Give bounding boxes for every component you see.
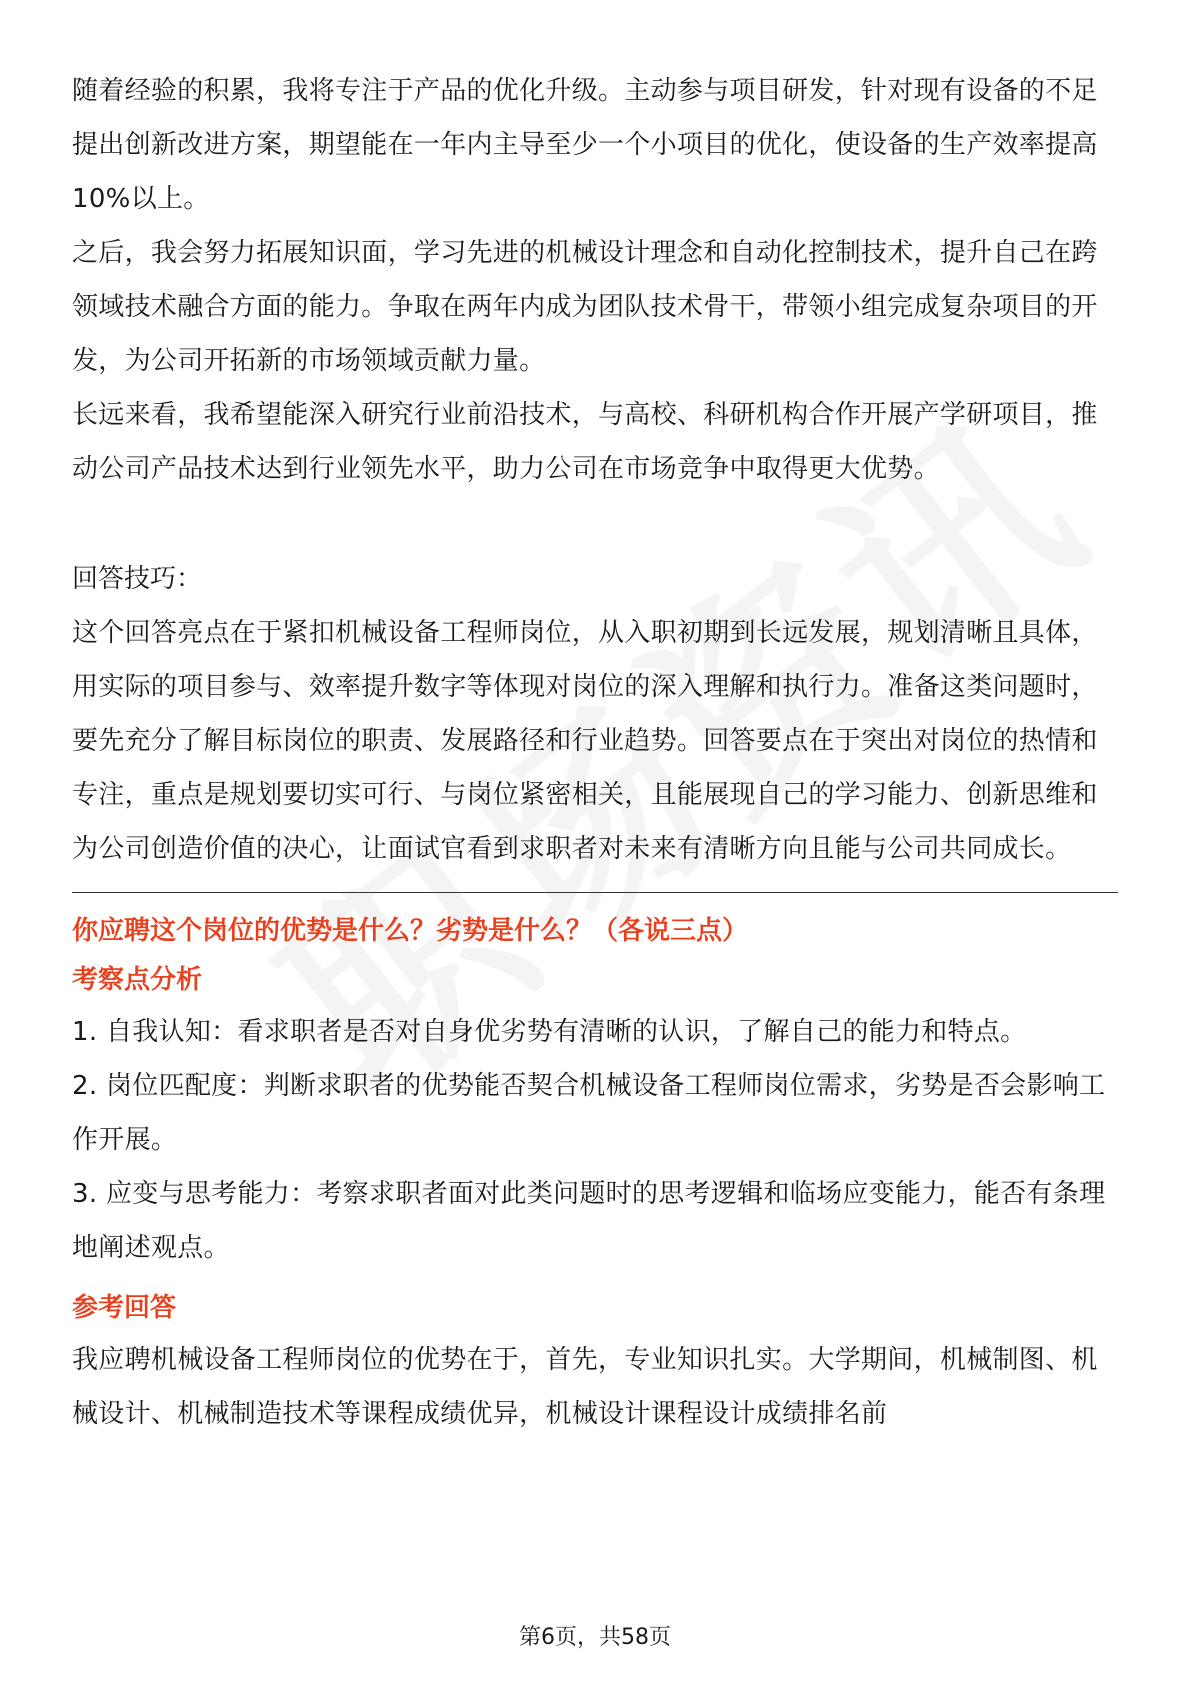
reference-paragraph: 我应聘机械设备工程师岗位的优势在于，首先，专业知识扎实。大学期间，机械制图、机械设计、机械制造技术等课程成绩优异，机械设计课程设计成绩排名前 xyxy=(72,1345,1098,1429)
analysis-item: 3. 应变与思考能力：考察求职者面对此类问题时的思考逻辑和临场应变能力，能否有条理地阐述观点。 xyxy=(72,1179,1106,1263)
spacer xyxy=(72,496,1118,552)
analysis-title: 考察点分析 xyxy=(72,965,203,995)
page-content xyxy=(72,64,1118,1441)
intro-paragraph: 之后，我会努力拓展知识面，学习先进的机械设计理念和自动化控制技术，提升自己在跨领域技术融合方面的能力。争取在两年内成为团队技术骨干，带领小组完成复杂项目的开发，为公司开拓新的市场领域贡献力量。 xyxy=(72,238,1098,376)
page-number: 第6页，共58页 xyxy=(519,1625,671,1650)
question-heading: 你应聘这个岗位的优势是什么？劣势是什么？（各说三点） xyxy=(72,916,749,946)
reference-title: 参考回答 xyxy=(72,1293,177,1323)
intro-paragraph: 长远来看，我希望能深入研究行业前沿技术，与高校、科研机构合作开展产学研项目，推动公司产品技术达到行业领先水平，助力公司在市场竞争中取得更大优势。 xyxy=(72,400,1098,484)
analysis-item: 2. 岗位匹配度：判断求职者的优势能否契合机械设备工程师岗位需求，劣势是否会影响工作开展。 xyxy=(72,1071,1106,1155)
tips-paragraph: 这个回答亮点在于紧扣机械设备工程师岗位，从入职初期到长远发展，规划清晰且具体，用实际的项目参与、效率提升数字等体现对岗位的深入理解和执行力。准备这类问题时，要先充分了解目标岗位的职责、发展路径和行业趋势。回答要点在于突出对岗位的热情和专注，重点是规划要切实可行、与岗位紧密相关，且能展现自己的学习能力、创新思维和为公司创造价值的决心，让面试官看到求职者对未来有清晰方向且能与公司共同成长。 xyxy=(72,618,1098,864)
tips-label: 回答技巧： xyxy=(72,564,203,594)
analysis-item: 1. 自我认知：看求职者是否对自身优劣势有清晰的认识，了解自己的能力和特点。 xyxy=(72,1017,1027,1047)
intro-paragraph: 随着经验的积累，我将专注于产品的优化升级。主动参与项目研发，针对现有设备的不足提出创新改进方案，期望能在一年内主导至少一个小项目的优化，使设备的生产效率提高10%以上。 xyxy=(72,76,1098,214)
section-divider xyxy=(72,892,1118,893)
spacer xyxy=(72,1275,1118,1283)
